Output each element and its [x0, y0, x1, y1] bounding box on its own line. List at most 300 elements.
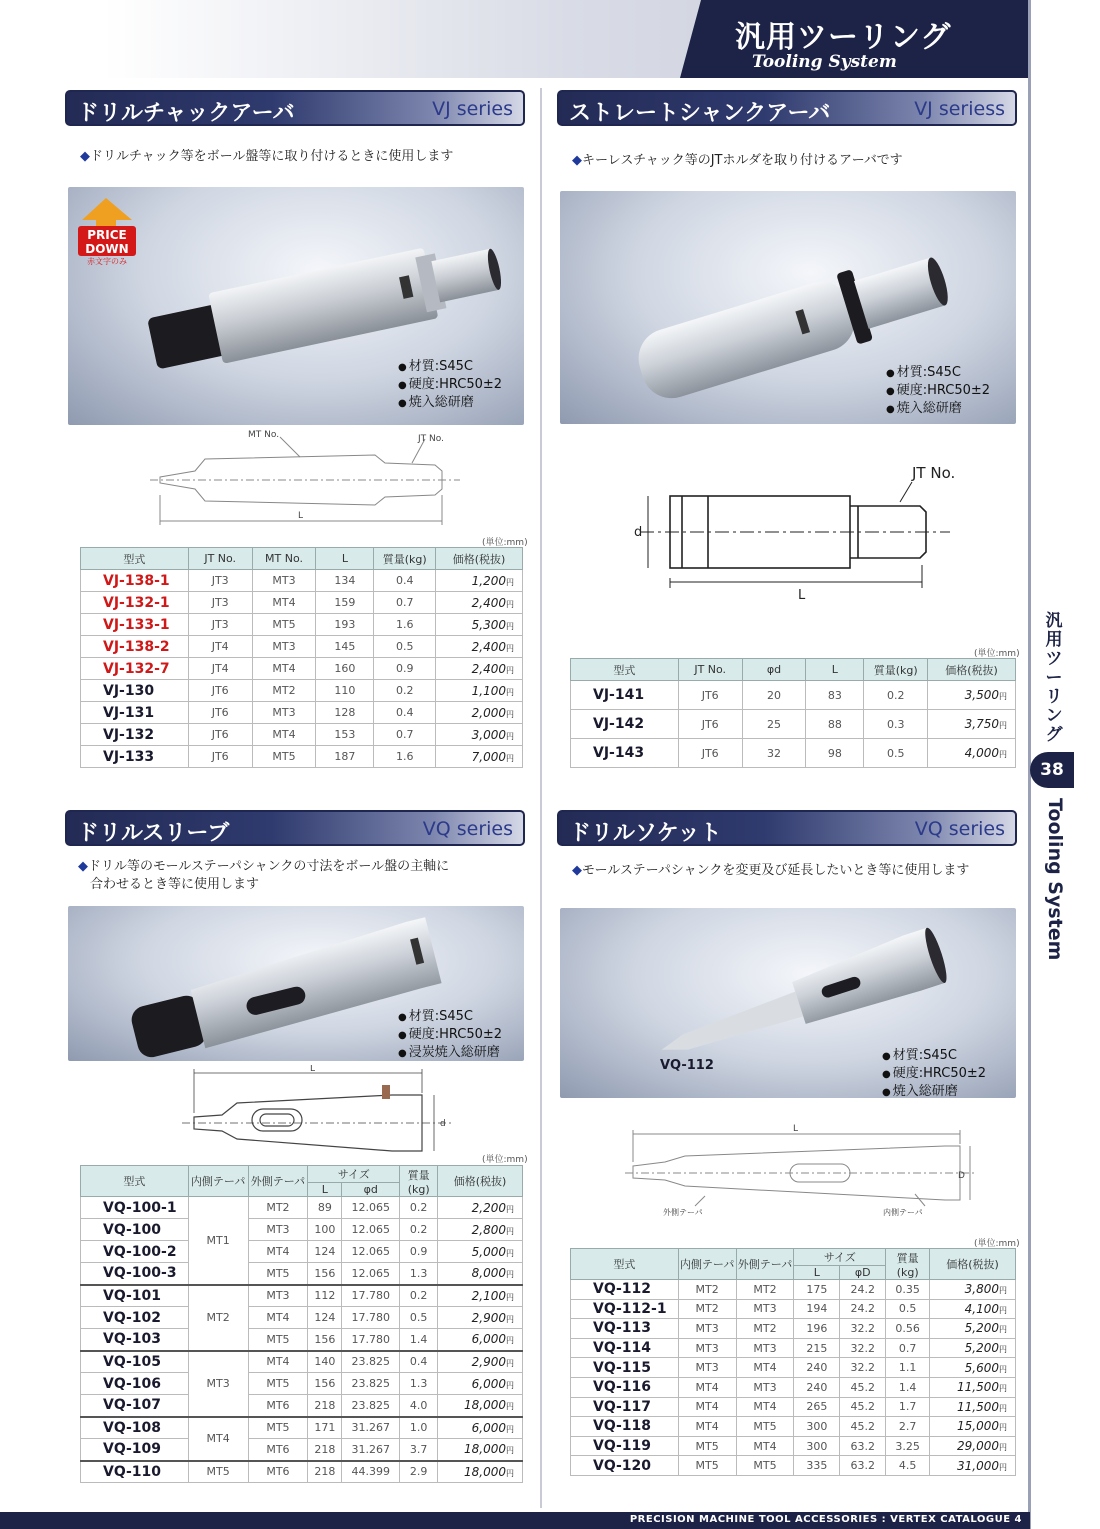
length-cell: 335 — [794, 1456, 840, 1476]
length-cell: 215 — [794, 1338, 840, 1358]
weight-cell: 0.4 — [374, 570, 436, 592]
inner-taper-cell: MT4 — [188, 1417, 248, 1461]
mt-cell: MT4 — [252, 724, 316, 746]
diameter-cell: 12.065 — [342, 1263, 400, 1285]
col-header: 質量(kg) — [886, 1249, 930, 1280]
price-cell: 3,500円 — [928, 681, 1016, 710]
price-cell: 8,000円 — [438, 1263, 523, 1285]
length-cell: 110 — [316, 680, 374, 702]
length-cell: 240 — [794, 1358, 840, 1378]
table-row — [81, 1197, 523, 1219]
price-cell: 4,100円 — [930, 1299, 1016, 1319]
section-banner-vj-straight — [557, 90, 1017, 126]
model-cell: VQ-100-3 — [81, 1263, 189, 1285]
length-cell: 160 — [316, 658, 374, 680]
price-table-vq-socket — [570, 1248, 1016, 1476]
diameter-cell: 23.825 — [342, 1373, 400, 1395]
diameter-cell: 23.825 — [342, 1351, 400, 1373]
table-row — [571, 681, 1016, 710]
weight-cell: 1.1 — [886, 1358, 930, 1378]
col-header: JT No. — [188, 548, 252, 570]
table-row — [571, 1319, 1016, 1339]
jt-cell: JT6 — [678, 681, 742, 710]
length-cell: 196 — [794, 1319, 840, 1339]
diameter-cell: 20 — [742, 681, 806, 710]
section-series: VJ seriess — [914, 98, 1005, 120]
drawing-label-outer: 外側テーパ — [663, 1208, 703, 1217]
model-cell: VQ-103 — [81, 1329, 189, 1351]
inner-taper-cell: MT4 — [678, 1397, 736, 1417]
jt-cell: JT6 — [678, 739, 742, 768]
table-row — [571, 1397, 1016, 1417]
drawing-label-d: d — [634, 525, 643, 540]
model-cell: VQ-114 — [571, 1338, 679, 1358]
length-cell: 171 — [308, 1417, 342, 1439]
outer-taper-cell: MT3 — [736, 1377, 794, 1397]
model-cell: VJ-132-1 — [81, 592, 189, 614]
table-row — [81, 702, 523, 724]
table-row — [571, 739, 1016, 768]
outer-taper-cell: MT6 — [248, 1439, 308, 1461]
length-cell: 100 — [308, 1219, 342, 1241]
table-row — [81, 1285, 523, 1307]
inner-taper-cell: MT5 — [678, 1456, 736, 1476]
length-cell: 156 — [308, 1373, 342, 1395]
length-cell: 124 — [308, 1241, 342, 1263]
outer-taper-cell: MT6 — [248, 1461, 308, 1483]
diameter-cell: 12.065 — [342, 1241, 400, 1263]
jt-cell: JT3 — [188, 614, 252, 636]
inner-taper-cell: MT2 — [188, 1285, 248, 1351]
inner-taper-cell: MT1 — [188, 1197, 248, 1285]
weight-cell: 4.5 — [886, 1456, 930, 1476]
length-cell: 194 — [794, 1299, 840, 1319]
spec-item: ● 材質:S45C — [886, 364, 990, 382]
col-header: JT No. — [678, 659, 742, 681]
unit-label: (単位:mm) — [482, 538, 528, 548]
outer-taper-cell: MT5 — [248, 1329, 308, 1351]
inner-taper-cell: MT3 — [188, 1351, 248, 1417]
diameter-cell: 24.2 — [840, 1299, 886, 1319]
weight-cell: 0.4 — [374, 702, 436, 724]
col-header: 型式 — [81, 548, 189, 570]
weight-cell: 1.3 — [400, 1263, 438, 1285]
drawing-label-l: L — [793, 1124, 799, 1134]
outer-taper-cell: MT3 — [736, 1299, 794, 1319]
section-title: ドリルスリーブ — [77, 821, 230, 846]
table-row — [81, 1263, 523, 1285]
length-cell: 156 — [308, 1329, 342, 1351]
page-subtitle: Tooling System — [752, 52, 897, 72]
price-cell: 18,000円 — [438, 1395, 523, 1417]
spec-item: ● 焼入総研磨 — [882, 1083, 986, 1101]
inner-taper-cell: MT3 — [678, 1358, 736, 1378]
spec-list-vq-sleeve — [398, 1008, 502, 1062]
spec-item: ● 焼入総研磨 — [398, 394, 502, 412]
model-cell: VQ-108 — [81, 1417, 189, 1439]
section-description: ◆キーレスチャック等のJTホルダを取り付けるアーバです — [572, 153, 903, 168]
weight-cell: 1.0 — [400, 1417, 438, 1439]
col-header: φd — [742, 659, 806, 681]
section-series: VQ series — [914, 818, 1005, 840]
diameter-cell: 24.2 — [840, 1280, 886, 1300]
diameter-cell: 32.2 — [840, 1358, 886, 1378]
diameter-cell: 12.065 — [342, 1197, 400, 1219]
length-cell: 145 — [316, 636, 374, 658]
col-header: 質量(kg) — [864, 659, 928, 681]
weight-cell: 0.5 — [864, 739, 928, 768]
model-cell: VQ-107 — [81, 1395, 189, 1417]
price-cell: 2,400円 — [436, 636, 523, 658]
table-row — [81, 724, 523, 746]
price-cell: 2,000円 — [436, 702, 523, 724]
drawing-label-d: D — [958, 1171, 965, 1181]
col-header: L — [794, 1266, 840, 1280]
drawing-label-mt: MT No. — [248, 430, 280, 440]
price-cell: 3,000円 — [436, 724, 523, 746]
inner-taper-cell: MT3 — [678, 1319, 736, 1339]
mt-cell: MT5 — [252, 614, 316, 636]
model-cell: VQ-101 — [81, 1285, 189, 1307]
outer-taper-cell: MT5 — [248, 1373, 308, 1395]
model-cell: VQ-100 — [81, 1219, 189, 1241]
outer-taper-cell: MT2 — [248, 1197, 308, 1219]
diameter-cell: 63.2 — [840, 1436, 886, 1456]
weight-cell: 0.7 — [374, 592, 436, 614]
mt-cell: MT3 — [252, 702, 316, 724]
weight-cell: 1.6 — [374, 614, 436, 636]
price-cell: 15,000円 — [930, 1417, 1016, 1437]
length-cell: 265 — [794, 1397, 840, 1417]
price-cell: 5,300円 — [436, 614, 523, 636]
outer-taper-cell: MT3 — [248, 1219, 308, 1241]
model-cell: VQ-109 — [81, 1439, 189, 1461]
inner-taper-cell: MT5 — [678, 1436, 736, 1456]
table-row — [81, 658, 523, 680]
outer-taper-cell: MT4 — [248, 1307, 308, 1329]
weight-cell: 1.7 — [886, 1397, 930, 1417]
section-description: ◆ドリル等のモールステーパシャンクの寸法をボール盤の主軸に 合わせるとき等に使用します — [78, 859, 450, 892]
drawing-label-l: L — [798, 588, 806, 603]
table-header-row — [81, 1166, 523, 1183]
jt-cell: JT6 — [188, 702, 252, 724]
col-header: 外側テーパ — [736, 1249, 794, 1280]
price-cell: 5,200円 — [930, 1319, 1016, 1339]
outer-taper-cell: MT3 — [248, 1285, 308, 1307]
table-header-row — [571, 1249, 1016, 1266]
section-title: ドリルソケット — [569, 821, 722, 846]
weight-cell: 1.6 — [374, 746, 436, 768]
model-cell: VJ-132 — [81, 724, 189, 746]
outer-taper-cell: MT4 — [736, 1397, 794, 1417]
table-row — [81, 592, 523, 614]
length-cell: 175 — [794, 1280, 840, 1300]
weight-cell: 0.7 — [374, 724, 436, 746]
price-cell: 1,200円 — [436, 570, 523, 592]
col-header: 型式 — [571, 1249, 679, 1280]
outer-taper-cell: MT4 — [248, 1351, 308, 1373]
col-header: 型式 — [571, 659, 679, 681]
footer-text: PRECISION MACHINE TOOL ACCESSORIES : VERTEX CATALOGUE 4 — [629, 1514, 1022, 1525]
length-cell: 112 — [308, 1285, 342, 1307]
length-cell: 134 — [316, 570, 374, 592]
col-header: 内側テーパ — [188, 1166, 248, 1197]
price-cell: 2,100円 — [438, 1285, 523, 1307]
table-row — [81, 570, 523, 592]
price-cell: 18,000円 — [438, 1439, 523, 1461]
table-row — [571, 1280, 1016, 1300]
table-row — [571, 1299, 1016, 1319]
length-cell: 218 — [308, 1395, 342, 1417]
jt-cell: JT4 — [188, 658, 252, 680]
price-cell: 18,000円 — [438, 1461, 523, 1483]
spec-item: ● 焼入総研磨 — [886, 400, 990, 418]
col-header: 価格(税抜) — [436, 548, 523, 570]
table-header-row — [571, 659, 1016, 681]
table-row — [81, 1329, 523, 1351]
outer-taper-cell: MT5 — [248, 1417, 308, 1439]
spec-item: ● 硬度:HRC50±2 — [398, 376, 502, 394]
spec-item: ● 硬度:HRC50±2 — [886, 382, 990, 400]
price-table-vj-straight — [570, 658, 1016, 768]
technical-drawing-vq-sleeve — [182, 1065, 457, 1160]
table-row — [81, 1461, 523, 1483]
table-row — [81, 1351, 523, 1373]
col-header: サイズ — [794, 1249, 886, 1266]
jt-cell: JT6 — [188, 680, 252, 702]
spec-list-vj-chuck — [398, 358, 502, 412]
length-cell: 240 — [794, 1377, 840, 1397]
price-cell: 3,800円 — [930, 1280, 1016, 1300]
section-description: ◆ドリルチャック等をボール盤等に取り付けるときに使用します — [80, 149, 454, 164]
length-cell: 187 — [316, 746, 374, 768]
col-header: L — [316, 548, 374, 570]
table-row — [81, 1219, 523, 1241]
diameter-cell: 17.780 — [342, 1307, 400, 1329]
drawing-label-l: L — [298, 511, 304, 521]
section-title: ドリルチャックアーバ — [77, 101, 295, 126]
diameter-cell: 17.780 — [342, 1329, 400, 1351]
model-cell: VJ-130 — [81, 680, 189, 702]
badge-line2: DOWN — [85, 242, 129, 256]
table-row — [81, 636, 523, 658]
price-down-badge — [76, 196, 138, 266]
model-cell: VQ-110 — [81, 1461, 189, 1483]
table-row — [571, 1456, 1016, 1476]
diameter-cell: 17.780 — [342, 1285, 400, 1307]
weight-cell: 0.5 — [400, 1307, 438, 1329]
inner-taper-cell: MT2 — [678, 1299, 736, 1319]
model-cell: VQ-100-1 — [81, 1197, 189, 1219]
model-cell: VQ-115 — [571, 1358, 679, 1378]
price-cell: 5,200円 — [930, 1338, 1016, 1358]
diameter-cell: 32.2 — [840, 1338, 886, 1358]
drawing-label-inner: 内側テーパ — [883, 1208, 923, 1217]
spec-item: ● 硬度:HRC50±2 — [882, 1065, 986, 1083]
weight-cell: 0.7 — [886, 1338, 930, 1358]
price-cell: 2,400円 — [436, 592, 523, 614]
technical-drawing-vj-chuck — [150, 425, 470, 530]
table-row — [81, 614, 523, 636]
unit-label: (単位:mm) — [482, 1155, 528, 1165]
weight-cell: 0.2 — [400, 1285, 438, 1307]
length-cell: 83 — [806, 681, 864, 710]
table-row — [81, 680, 523, 702]
model-cell: VJ-141 — [571, 681, 679, 710]
col-header: MT No. — [252, 548, 316, 570]
weight-cell: 0.9 — [374, 658, 436, 680]
table-row — [81, 746, 523, 768]
weight-cell: 2.9 — [400, 1461, 438, 1483]
badge-line1: PRICE — [87, 228, 127, 242]
unit-label: (単位:mm) — [974, 649, 1020, 659]
col-header: φD — [840, 1266, 886, 1280]
table-row — [81, 1241, 523, 1263]
badge-note: 赤文字のみ — [87, 257, 127, 266]
weight-cell: 0.4 — [400, 1351, 438, 1373]
price-cell: 4,000円 — [928, 739, 1016, 768]
length-cell: 153 — [316, 724, 374, 746]
col-header: 質量(kg) — [400, 1166, 438, 1197]
weight-cell: 0.35 — [886, 1280, 930, 1300]
model-cell: VJ-133-1 — [81, 614, 189, 636]
technical-drawing-vq-socket — [625, 1120, 980, 1220]
weight-cell: 4.0 — [400, 1395, 438, 1417]
diameter-cell: 25 — [742, 710, 806, 739]
length-cell: 218 — [308, 1439, 342, 1461]
drawing-label-jt: JT No. — [418, 434, 444, 444]
model-cell: VJ-133 — [81, 746, 189, 768]
section-title: ストレートシャンクアーバ — [569, 101, 831, 126]
model-cell: VJ-138-2 — [81, 636, 189, 658]
outer-taper-cell: MT5 — [736, 1417, 794, 1437]
model-cell: VQ-116 — [571, 1377, 679, 1397]
photo-label: VQ-112 — [660, 1058, 714, 1073]
weight-cell: 1.3 — [400, 1373, 438, 1395]
table-row — [571, 710, 1016, 739]
col-header: 価格(税抜) — [928, 659, 1016, 681]
spec-item: ● 硬度:HRC50±2 — [398, 1026, 502, 1044]
weight-cell: 0.3 — [864, 710, 928, 739]
price-cell: 31,000円 — [930, 1456, 1016, 1476]
price-table-vj-chuck — [80, 547, 523, 768]
price-cell: 6,000円 — [438, 1329, 523, 1351]
model-cell: VJ-142 — [571, 710, 679, 739]
diameter-cell: 12.065 — [342, 1219, 400, 1241]
spec-list-vj-straight — [886, 364, 990, 418]
length-cell: 88 — [806, 710, 864, 739]
model-cell: VQ-119 — [571, 1436, 679, 1456]
col-header: 外側テーパ — [248, 1166, 308, 1197]
weight-cell: 0.2 — [864, 681, 928, 710]
model-cell: VQ-100-2 — [81, 1241, 189, 1263]
col-header: サイズ — [308, 1166, 400, 1183]
length-cell: 89 — [308, 1197, 342, 1219]
side-tab-label-jp: 汎用ツーリング — [1045, 611, 1063, 745]
model-cell: VQ-106 — [81, 1373, 189, 1395]
weight-cell: 3.7 — [400, 1439, 438, 1461]
price-cell: 2,400円 — [436, 658, 523, 680]
table-row — [571, 1358, 1016, 1378]
model-cell: VQ-113 — [571, 1319, 679, 1339]
model-cell: VJ-138-1 — [81, 570, 189, 592]
diameter-cell: 31.267 — [342, 1439, 400, 1461]
weight-cell: 0.2 — [400, 1219, 438, 1241]
mt-cell: MT4 — [252, 592, 316, 614]
outer-taper-cell: MT6 — [248, 1395, 308, 1417]
spec-list-vq-socket — [882, 1047, 986, 1101]
col-header: φd — [342, 1183, 400, 1197]
inner-taper-cell: MT3 — [678, 1338, 736, 1358]
price-cell: 6,000円 — [438, 1417, 523, 1439]
table-row — [571, 1436, 1016, 1456]
weight-cell: 0.56 — [886, 1319, 930, 1339]
table-row — [571, 1417, 1016, 1437]
diameter-cell: 63.2 — [840, 1456, 886, 1476]
page-number: 38 — [1030, 752, 1074, 788]
outer-taper-cell: MT5 — [736, 1456, 794, 1476]
table-row — [81, 1373, 523, 1395]
mt-cell: MT2 — [252, 680, 316, 702]
diameter-cell: 32 — [742, 739, 806, 768]
section-series: VJ series — [432, 98, 513, 120]
page-title: 汎用ツーリング — [735, 20, 952, 55]
table-row — [81, 1417, 523, 1439]
price-cell: 5,600円 — [930, 1358, 1016, 1378]
length-cell: 193 — [316, 614, 374, 636]
price-cell: 29,000円 — [930, 1436, 1016, 1456]
drawing-label-d: d — [440, 1119, 446, 1129]
length-cell: 159 — [316, 592, 374, 614]
outer-taper-cell: MT4 — [736, 1436, 794, 1456]
model-cell: VJ-131 — [81, 702, 189, 724]
inner-taper-cell: MT4 — [678, 1417, 736, 1437]
jt-cell: JT6 — [188, 746, 252, 768]
table-row — [81, 1439, 523, 1461]
side-tab-label-en: Tooling System — [1044, 798, 1066, 961]
weight-cell: 0.5 — [374, 636, 436, 658]
jt-cell: JT3 — [188, 592, 252, 614]
weight-cell: 1.4 — [400, 1329, 438, 1351]
diameter-cell: 31.267 — [342, 1417, 400, 1439]
drawing-label-l: L — [310, 1065, 316, 1074]
weight-cell: 1.4 — [886, 1377, 930, 1397]
mt-cell: MT4 — [252, 658, 316, 680]
price-cell: 2,200円 — [438, 1197, 523, 1219]
table-row — [81, 1307, 523, 1329]
diameter-cell: 32.2 — [840, 1319, 886, 1339]
price-cell: 3,750円 — [928, 710, 1016, 739]
section-banner-vj-chuck — [65, 90, 525, 126]
col-header: 価格(税抜) — [930, 1249, 1016, 1280]
spec-item: ● 材質:S45C — [398, 358, 502, 376]
outer-taper-cell: MT4 — [248, 1241, 308, 1263]
col-header: 価格(税抜) — [438, 1166, 523, 1197]
model-cell: VQ-118 — [571, 1417, 679, 1437]
model-cell: VQ-112 — [571, 1280, 679, 1300]
col-header: 内側テーパ — [678, 1249, 736, 1280]
table-row — [571, 1377, 1016, 1397]
price-cell: 11,500円 — [930, 1377, 1016, 1397]
col-header: 型式 — [81, 1166, 189, 1197]
col-header: L — [308, 1183, 342, 1197]
price-table-vq-sleeve — [80, 1165, 523, 1483]
outer-taper-cell: MT2 — [736, 1280, 794, 1300]
length-cell: 124 — [308, 1307, 342, 1329]
price-cell: 7,000円 — [436, 746, 523, 768]
model-cell: VQ-112-1 — [571, 1299, 679, 1319]
length-cell: 300 — [794, 1417, 840, 1437]
